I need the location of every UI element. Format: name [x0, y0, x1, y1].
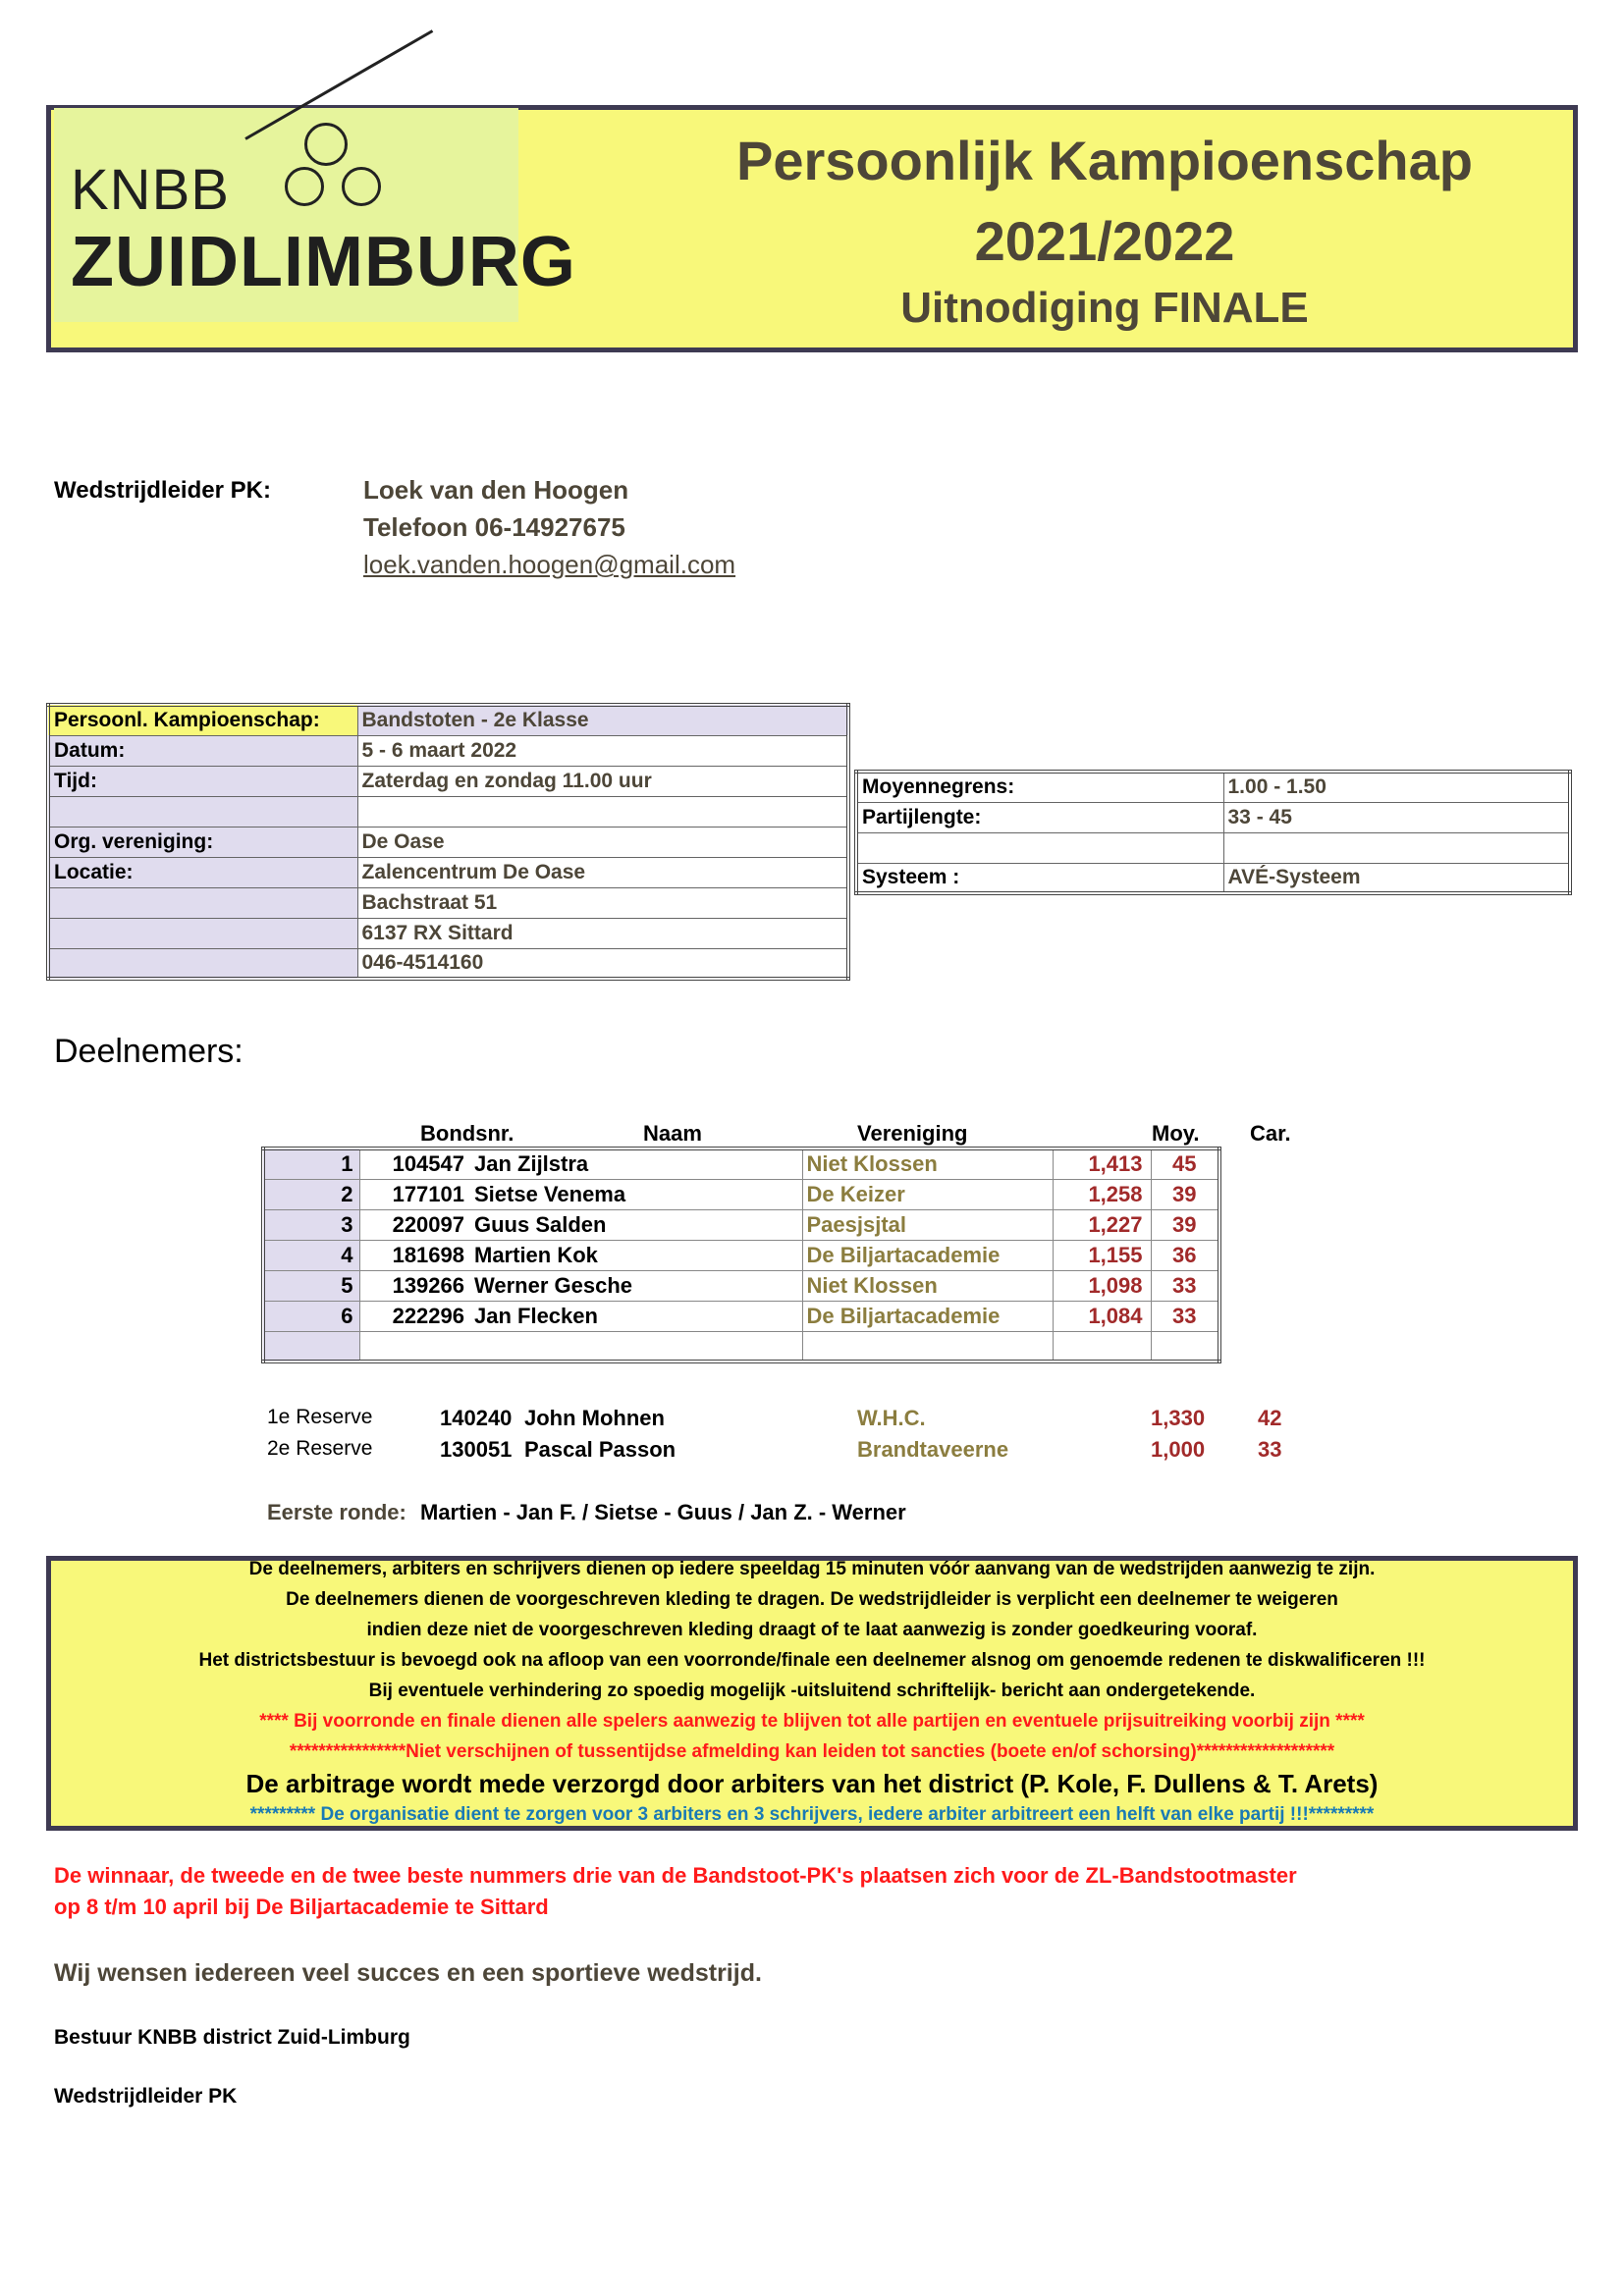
participant-club: Niet Klossen [802, 1270, 1053, 1301]
participant-bondsnr: 220097 [359, 1209, 470, 1240]
info-table-left [46, 703, 850, 981]
rule-line: **** Bij voorronde en finale dienen alle spelers aanwezig te blijven tot alle partijen en eventuele prijsuitreiking voorbij zijn **** [259, 1711, 1365, 1732]
col-header-moy: Moy. [1152, 1121, 1200, 1146]
info-value: Bandstoten - 2e Klasse [357, 705, 848, 735]
info-row [48, 857, 848, 887]
board-signature: Bestuur KNBB district Zuid-Limburg [54, 2026, 410, 2049]
empty-cell [263, 1331, 359, 1362]
rule-line: indien deze niet de voorgeschreven kleding draagt of te laat aanwezig is zonder goedkeuring vooraf. [366, 1620, 1258, 1640]
reserve-label: 1e Reserve [267, 1406, 373, 1428]
empty-cell [1053, 1331, 1151, 1362]
rule-line: De arbitrage wordt mede verzorgd door arbiters van het district (P. Kole, F. Dullens & T. Arets) [245, 1769, 1379, 1798]
rule-line: De deelnemers, arbiters en schrijvers dienen op iedere speeldag 15 minuten vóór aanvang van de wedstrijden aanwezig te zijn. [248, 1559, 1376, 1579]
info-label [856, 832, 1223, 863]
participant-bondsnr: 177101 [359, 1179, 470, 1209]
info-label [48, 948, 357, 979]
participant-name: Jan Zijlstra [470, 1148, 802, 1179]
participant-number: 1 [263, 1148, 359, 1179]
info-label [48, 918, 357, 948]
participant-row [263, 1240, 1219, 1270]
rule-line: ********* De organisatie dient te zorgen voor 3 arbiters en 3 schrijvers, iedere arbiter arbitreert een helft van elke partij !!!********* [249, 1804, 1375, 1825]
col-header-vereniging: Vereniging [857, 1121, 968, 1146]
participant-number: 2 [263, 1179, 359, 1209]
info-value: 33 - 45 [1223, 802, 1570, 832]
qualification-note-line2: op 8 t/m 10 april bij De Biljartacademie te Sittard [54, 1895, 549, 1919]
info-row [856, 802, 1570, 832]
info-row [48, 948, 848, 979]
info-row [48, 766, 848, 796]
empty-cell [802, 1331, 1053, 1362]
participant-row [263, 1301, 1219, 1331]
logo-ball-icon [285, 167, 324, 206]
page-subtitle: Uitnodiging FINALE [900, 284, 1309, 332]
rule-line: Bij eventuele verhindering zo spoedig mogelijk -uitsluitend schriftelijk- bericht aan ondergetekende. [368, 1681, 1256, 1701]
participant-bondsnr: 139266 [359, 1270, 470, 1301]
info-value: Zaterdag en zondag 11.00 uur [357, 766, 848, 796]
reserve-club: W.H.C. [857, 1406, 926, 1430]
logo-text-zuidlimburg: ZUIDLIMBURG [71, 223, 576, 301]
participant-moyenne: 1,098 [1053, 1270, 1151, 1301]
participant-row-empty [263, 1331, 1219, 1362]
info-row [48, 735, 848, 766]
participant-caramboles: 39 [1151, 1209, 1219, 1240]
participant-caramboles: 45 [1151, 1148, 1219, 1179]
page-season: 2021/2022 [974, 210, 1235, 272]
info-label: Moyennegrens: [856, 772, 1223, 802]
leader-signature: Wedstrijdleider PK [54, 2085, 238, 2108]
participant-moyenne: 1,258 [1053, 1179, 1151, 1209]
participant-name: Guus Salden [470, 1209, 802, 1240]
rule-line: ****************Niet verschijnen of tussentijdse afmelding kan leiden tot sancties (boete en/of schorsing)******************* [289, 1741, 1335, 1762]
participant-caramboles: 33 [1151, 1270, 1219, 1301]
reserve-label: 2e Reserve [267, 1437, 373, 1460]
participant-row [263, 1209, 1219, 1240]
participant-caramboles: 33 [1151, 1301, 1219, 1331]
info-row [856, 863, 1570, 893]
info-value: 046-4514160 [357, 948, 848, 979]
participant-moyenne: 1,084 [1053, 1301, 1151, 1331]
participant-name: Werner Gesche [470, 1270, 802, 1301]
contact-name: Loek van den Hoogen [363, 475, 629, 505]
info-label: Org. vereniging: [48, 827, 357, 857]
participant-bondsnr: 181698 [359, 1240, 470, 1270]
rule-line: Het districtsbestuur is bevoegd ook na afloop van een voorronde/finale een deelnemer alsnog om genoemde redenen te diskwalificeren !!! [198, 1650, 1426, 1671]
participant-number: 5 [263, 1270, 359, 1301]
participant-caramboles: 39 [1151, 1179, 1219, 1209]
wish-text: Wij wensen iedereen veel succes en een sportieve wedstrijd. [54, 1959, 762, 1987]
col-header-naam: Naam [643, 1121, 702, 1146]
logo-text-knbb: KNBB [71, 158, 230, 222]
info-table-right [854, 770, 1572, 895]
empty-cell [359, 1331, 470, 1362]
participant-bondsnr: 222296 [359, 1301, 470, 1331]
participant-number: 4 [263, 1240, 359, 1270]
first-round-label: Eerste ronde: [267, 1500, 406, 1524]
info-row [48, 887, 848, 918]
participant-row [263, 1148, 1219, 1179]
info-value: De Oase [357, 827, 848, 857]
info-label [48, 887, 357, 918]
info-value: 5 - 6 maart 2022 [357, 735, 848, 766]
participant-club: De Biljartacademie [802, 1240, 1053, 1270]
logo-ball-icon [342, 167, 381, 206]
reserve-club: Brandtaveerne [857, 1437, 1009, 1462]
qualification-note-line1: De winnaar, de tweede en de twee beste nummers drie van de Bandstoot-PK's plaatsen zich voor de ZL-Bandstootmaster [54, 1863, 1297, 1888]
empty-cell [470, 1331, 802, 1362]
info-row [48, 796, 848, 827]
reserve-caramboles: 42 [1258, 1406, 1282, 1430]
logo-ball-icon [304, 123, 348, 166]
info-value: 6137 RX Sittard [357, 918, 848, 948]
info-label [48, 796, 357, 827]
participant-caramboles: 36 [1151, 1240, 1219, 1270]
info-row [48, 705, 848, 735]
reserve-moyenne: 1,000 [1151, 1437, 1206, 1462]
page-title: Persoonlijk Kampioenschap [736, 130, 1473, 191]
participant-number: 3 [263, 1209, 359, 1240]
participant-name: Martien Kok [470, 1240, 802, 1270]
info-value [1223, 832, 1570, 863]
reserve-caramboles: 33 [1258, 1437, 1282, 1462]
contact-phone: Telefoon 06-14927675 [363, 512, 625, 542]
contact-email-link[interactable]: loek.vanden.hoogen@gmail.com [363, 550, 736, 579]
info-row [48, 827, 848, 857]
reserve-moyenne: 1,330 [1151, 1406, 1206, 1430]
participant-moyenne: 1,155 [1053, 1240, 1151, 1270]
contact-label: Wedstrijdleider PK: [54, 477, 271, 504]
info-label: Locatie: [48, 857, 357, 887]
reserve-bondsnr: 130051 [440, 1437, 513, 1462]
participants-title: Deelnemers: [54, 1033, 244, 1070]
info-row [856, 832, 1570, 863]
info-label: Persoonl. Kampioenschap: [48, 705, 357, 735]
participant-row [263, 1270, 1219, 1301]
info-value [357, 796, 848, 827]
info-value: Bachstraat 51 [357, 887, 848, 918]
participant-moyenne: 1,413 [1053, 1148, 1151, 1179]
empty-cell [1151, 1331, 1219, 1362]
first-round-pairings: Martien - Jan F. / Sietse - Guus / Jan Z. - Werner [420, 1500, 906, 1524]
info-value: AVÉ-Systeem [1223, 863, 1570, 893]
participant-club: Niet Klossen [802, 1148, 1053, 1179]
participant-club: De Biljartacademie [802, 1301, 1053, 1331]
info-label: Datum: [48, 735, 357, 766]
reserve-name: John Mohnen [524, 1406, 665, 1430]
reserve-bondsnr: 140240 [440, 1406, 513, 1430]
info-label: Tijd: [48, 766, 357, 796]
info-row [856, 772, 1570, 802]
participant-name: Jan Flecken [470, 1301, 802, 1331]
rule-line: De deelnemers dienen de voorgeschreven kleding te dragen. De wedstrijdleider is verplicht een deelnemer te weigeren [286, 1589, 1338, 1610]
participant-club: De Keizer [802, 1179, 1053, 1209]
participant-club: Paesjsjtal [802, 1209, 1053, 1240]
participant-moyenne: 1,227 [1053, 1209, 1151, 1240]
col-header-bondsnr: Bondsnr. [420, 1121, 514, 1146]
info-value: 1.00 - 1.50 [1223, 772, 1570, 802]
info-label: Systeem : [856, 863, 1223, 893]
info-row [48, 918, 848, 948]
info-label: Partijlengte: [856, 802, 1223, 832]
participant-bondsnr: 104547 [359, 1148, 470, 1179]
reserve-name: Pascal Passon [524, 1437, 677, 1462]
participant-name: Sietse Venema [470, 1179, 802, 1209]
col-header-car: Car. [1250, 1121, 1291, 1146]
participant-row [263, 1179, 1219, 1209]
participant-number: 6 [263, 1301, 359, 1331]
participants-table [261, 1147, 1221, 1363]
info-value: Zalencentrum De Oase [357, 857, 848, 887]
